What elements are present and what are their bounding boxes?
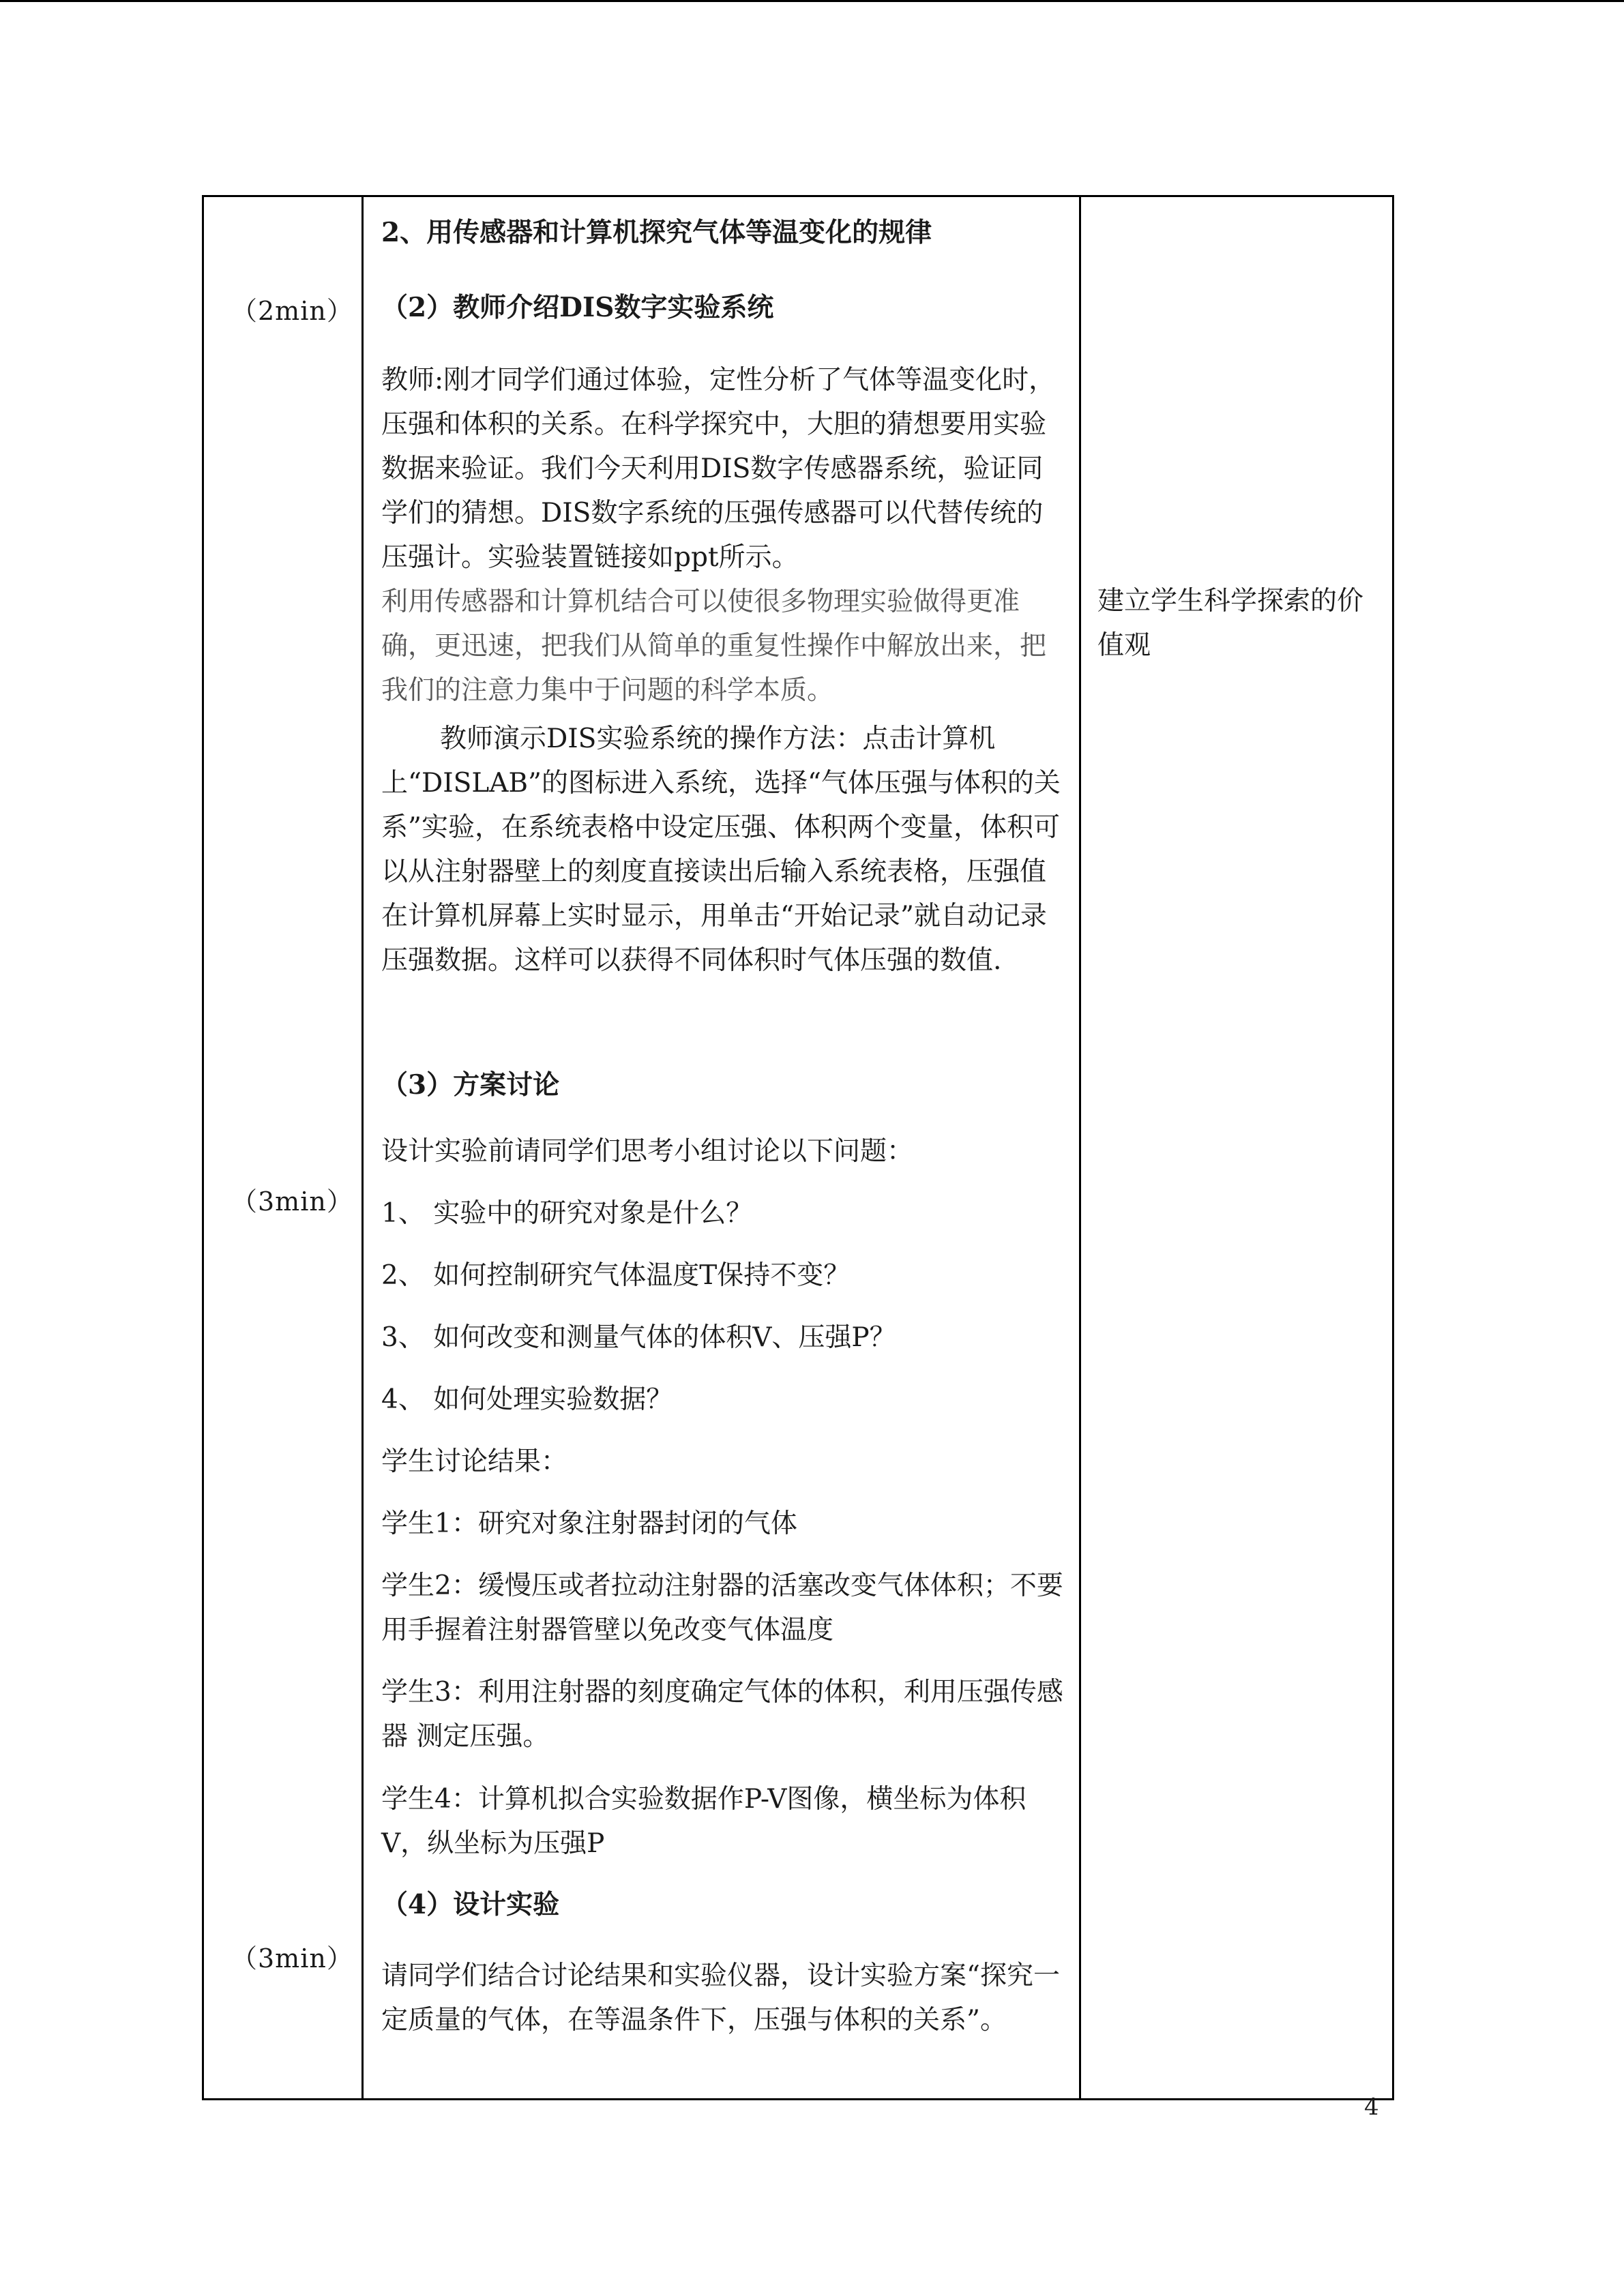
sub2-demo-paragraph: 教师演示DIS实验系统的操作方法：点击计算机上“DISLAB”的图标进入系统，选择“气体压强与体积的关系”实验，在系统表格中设定压强、体积两个变量，体积可以从注射器壁上的刻度直接读出后输入系统表格，压强值在计算机屏幕上实时显示，用单击“开始记录”就自动记录压强数据。这样可以获得不同体积时气体压强的数值. <box>381 724 1061 976</box>
sub2-heading: （2）教师介绍DIS数字实验系统 <box>381 292 774 323</box>
question-1: 1、 实验中的研究对象是什么？ <box>381 1198 753 1229</box>
time-label-1: （2min） <box>231 296 353 326</box>
lesson-table <box>202 195 1394 2100</box>
sub2-intro-b: 利用传感器和计算机结合可以使很多物理实验做得更准确，更迅速，把我们从简单的重复性操作中解放出来，把我们的注意力集中于问题的科学本质。 <box>381 586 1047 706</box>
page-top-rule <box>0 0 1624 2</box>
time-label-3: （3min） <box>231 1943 353 1973</box>
section-title: 2、用传感器和计算机探究气体等温变化的规律 <box>381 217 932 248</box>
sub2-intro-a: 教师:刚才同学们通过体验，定性分析了气体等温变化时，压强和体积的关系。在科学探究中，大胆的猜想要用实验数据来验证。我们今天利用DIS数字传感器系统，验证同学们的猜想。DIS数字系统的压强传感器可以代替传统的压强计。实验装置链接如ppt所示。 <box>381 365 1056 573</box>
question-2: 2、 如何控制研究气体温度T保持不变？ <box>381 1260 851 1291</box>
column-divider-goal <box>1079 197 1081 2098</box>
goal-text: 建立学生科学探索的价值观 <box>1097 586 1364 661</box>
student-result-1: 学生1：研究对象注射器封闭的气体 <box>381 1508 797 1539</box>
student-result-3: 学生3：利用注射器的刻度确定气体的体积，利用压强传感器 测定压强。 <box>381 1677 1063 1752</box>
student-result-2: 学生2：缓慢压或者拉动注射器的活塞改变气体体积；不要用手握着注射器管壁以免改变气体温度 <box>381 1570 1063 1645</box>
sub3-prompt: 设计实验前请同学们思考小组讨论以下问题： <box>381 1136 914 1167</box>
sub3-heading: （3）方案讨论 <box>381 1069 560 1101</box>
student-result-4: 学生4：计算机拟合实验数据作P-V图像，横坐标为体积V，纵坐标为压强P <box>381 1784 1027 1859</box>
sub4-paragraph: 请同学们结合讨论结果和实验仪器，设计实验方案“探究一定质量的气体，在等温条件下，压强与体积的关系”。 <box>381 1960 1060 2036</box>
question-4: 4、 如何处理实验数据？ <box>381 1384 673 1415</box>
time-label-2: （3min） <box>231 1187 353 1217</box>
question-3: 3、 如何改变和测量气体的体积V、压强P？ <box>381 1322 896 1353</box>
column-divider-time <box>361 197 364 2098</box>
results-label: 学生讨论结果： <box>381 1446 568 1477</box>
page-number: 4 <box>1364 2093 1379 2121</box>
sub4-heading: （4）设计实验 <box>381 1889 560 1920</box>
